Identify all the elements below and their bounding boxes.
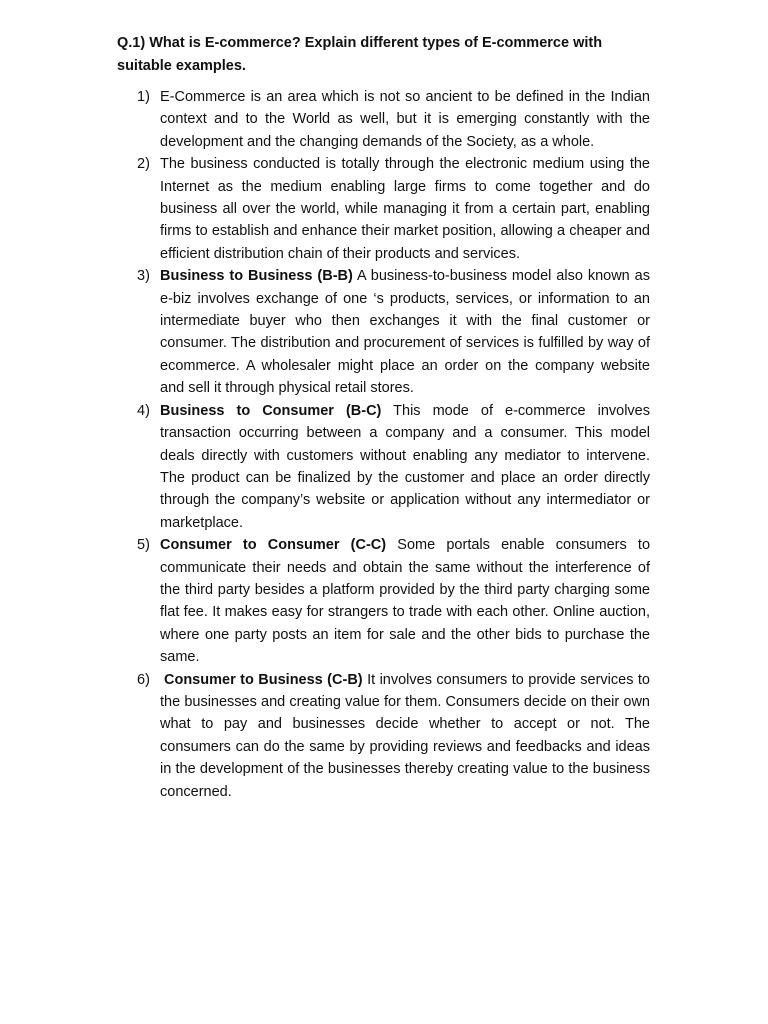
item-lead: Consumer to Business (C-B) [164, 671, 363, 688]
item-lead: Business to Consumer (B-C) [160, 402, 382, 419]
answer-item-3 [117, 265, 650, 399]
item-number: 2) [137, 156, 150, 173]
answer-item-5 [117, 534, 650, 668]
answer-item-6 [117, 669, 650, 803]
item-number: 6) [137, 671, 150, 688]
answer-list [117, 86, 650, 803]
item-text: This mode of e-commerce involves transaction occurring between a company and a consumer. This model deals directly with customers without enabling any mediator to intervene. The product can be finalized by the customer and place an order directly through the company’s website or application without any intermediator or marketplace. [160, 402, 650, 531]
answer-item-4 [117, 400, 650, 534]
item-lead: Business to Business (B-B) [160, 268, 353, 285]
answer-item-1 [117, 86, 650, 153]
question-heading: Q.1) What is E-commerce? Explain different types of E-commerce with suitable examples. [117, 35, 603, 74]
item-text: E-Commerce is an area which is not so ancient to be defined in the Indian context and to the World as well, but it is emerging constantly with the development and the changing demands of the Society, as a whole. [160, 89, 650, 150]
item-number: 5) [137, 537, 150, 554]
answer-item-2 [117, 153, 650, 265]
item-text: Some portals enable consumers to communicate their needs and obtain the same without the interference of the third party besides a platform provided by the third party charging some flat fee. It makes easy for strangers to trade with each other. Online auction, where one party posts an item for sale and the other bids to purchase the same. [160, 537, 651, 666]
item-number: 4) [137, 402, 150, 419]
item-text: It involves consumers to provide services to the businesses and creating value for them. Consumers decide on their own what to pay and businesses decide whether to accept or not. The consumers can do the same by providing reviews and feedbacks and ideas in the development of the businesses thereby creating value to the business concerned. [160, 671, 650, 800]
item-text: A business-to-business model also known as e-biz involves exchange of one ‘s products, services, or information to an intermediate buyer who then exchanges it with the final customer or consumer. The distribution and procurement of services is fulfilled by way of ecommerce. A wholesaler might place an order on the company website and sell it through physical retail stores. [160, 268, 650, 397]
item-lead: Consumer to Consumer (C-C) [160, 537, 387, 554]
item-number: 1) [137, 89, 150, 105]
item-text: The business conducted is totally through the electronic medium using the Internet as the medium enabling large firms to come together and do business all over the world, while managing it from a certain part, enabling firms to establish and enhance their market position, allowing a cheaper and efficient distribution chain of their products and services. [160, 156, 650, 262]
item-number: 3) [137, 268, 150, 285]
